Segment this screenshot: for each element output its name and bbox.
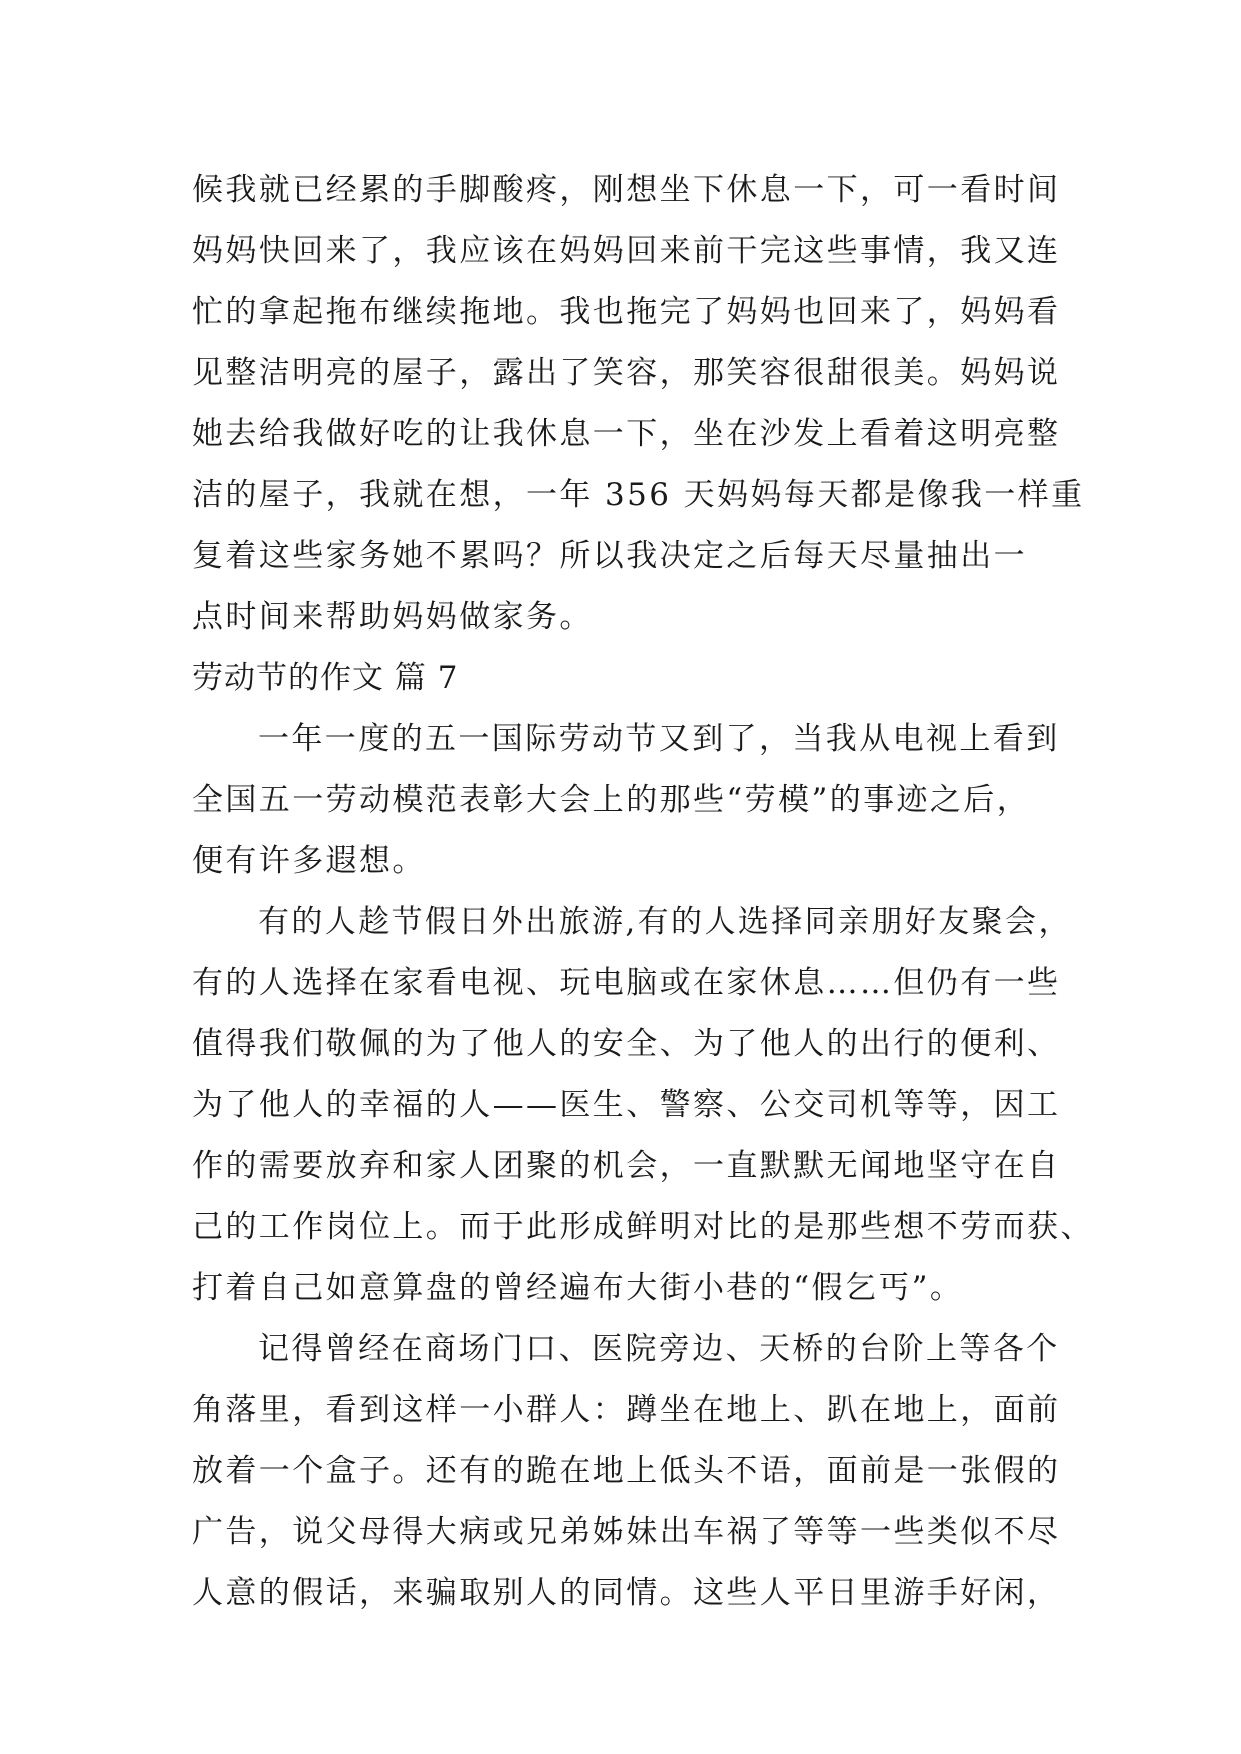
text-line: 洁的屋子，我就在想，一年 356 天妈妈每天都是像我一样重 — [192, 477, 1085, 513]
text-line: 有的人选择在家看电视、玩电脑或在家休息……但仍有一些 — [192, 965, 1061, 1001]
text-line: 全国五一劳动模范表彰大会上的那些“劳模”的事迹之后， — [192, 782, 1031, 818]
paragraph-start: 有的人趁节假日外出旅游,有的人选择同亲朋好友聚会， — [258, 904, 1072, 940]
text-line: 角落里，看到这样一小群人：蹲坐在地上、趴在地上，面前 — [192, 1392, 1061, 1428]
text-line: 点时间来帮助妈妈做家务。 — [192, 599, 593, 635]
text-line: 见整洁明亮的屋子，露出了笑容，那笑容很甜很美。妈妈说 — [192, 355, 1061, 391]
text-line: 作的需要放弃和家人团聚的机会，一直默默无闻地坚守在自 — [192, 1148, 1061, 1184]
text-line: 复着这些家务她不累吗？所以我决定之后每天尽量抽出一 — [192, 538, 1027, 574]
body-text — [192, 160, 1094, 1624]
text-line: 值得我们敬佩的为了他人的安全、为了他人的出行的便利、 — [192, 1026, 1061, 1062]
text-line: 候我就已经累的手脚酸疼，刚想坐下休息一下，可一看时间 — [192, 172, 1061, 208]
text-line: 妈妈快回来了，我应该在妈妈回来前干完这些事情，我又连 — [192, 233, 1061, 269]
text-line: 为了他人的幸福的人——医生、警察、公交司机等等，因工 — [192, 1087, 1061, 1123]
text-line: 她去给我做好吃的让我休息一下，坐在沙发上看着这明亮整 — [192, 416, 1061, 452]
text-line: 打着自己如意算盘的曾经遍布大街小巷的“假乞丐”。 — [192, 1270, 964, 1306]
text-line: 广告，说父母得大病或兄弟姊妹出车祸了等等一些类似不尽 — [192, 1514, 1061, 1550]
section-heading: 劳动节的作文 篇 7 — [192, 660, 459, 696]
text-line: 人意的假话，来骗取别人的同情。这些人平日里游手好闲， — [192, 1575, 1061, 1611]
text-line: 忙的拿起拖布继续拖地。我也拖完了妈妈也回来了，妈妈看 — [192, 294, 1061, 330]
paragraph-start: 一年一度的五一国际劳动节又到了，当我从电视上看到 — [258, 721, 1060, 757]
text-line: 放着一个盒子。还有的跪在地上低头不语，面前是一张假的 — [192, 1453, 1061, 1489]
text-line: 便有许多遐想。 — [192, 843, 426, 879]
paragraph-start: 记得曾经在商场门口、医院旁边、天桥的台阶上等各个 — [258, 1331, 1060, 1367]
text-line: 己的工作岗位上。而于此形成鲜明对比的是那些想不劳而获、 — [192, 1209, 1094, 1245]
